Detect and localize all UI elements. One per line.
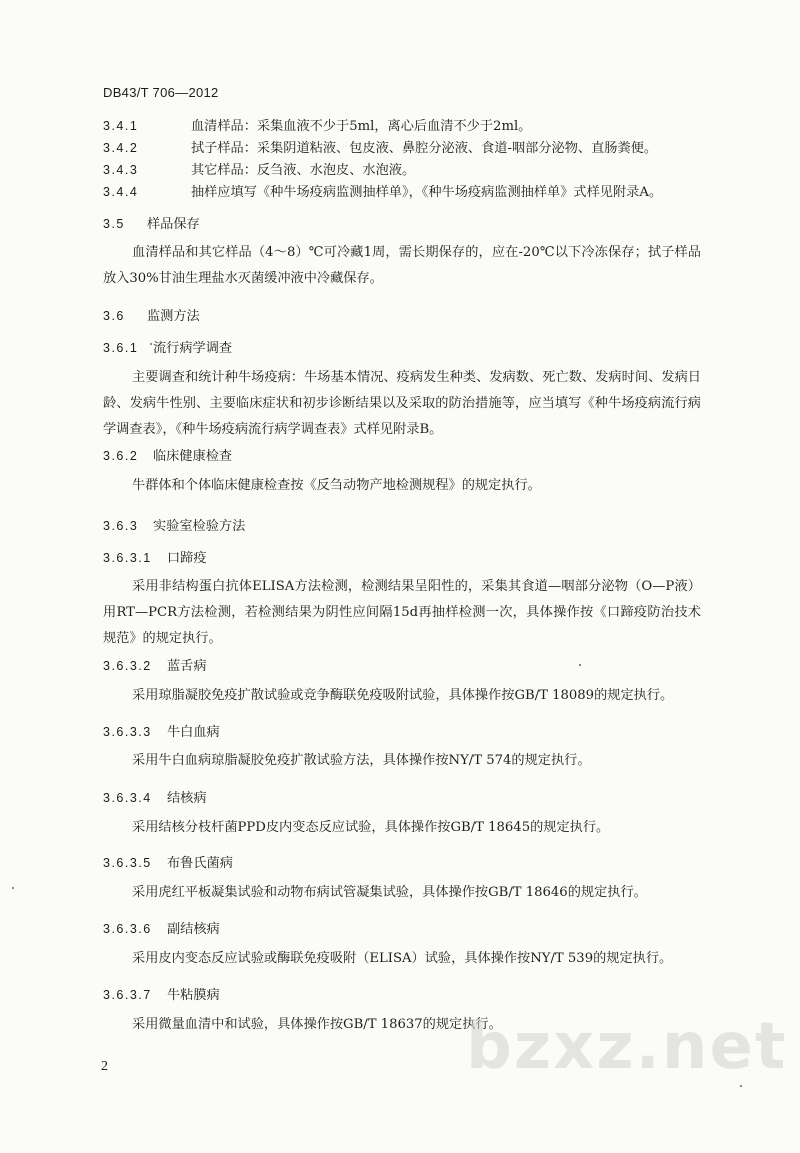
clause-number: 3.6.3.3 bbox=[103, 725, 152, 739]
clause-3-6-3-3-heading bbox=[103, 723, 220, 742]
epidemiology-paragraph: 主要调查和统计种牛场疫病：牛场基本情况、疫病发生种类、发病数、死亡数、发病时间、发病日龄、发病牛性别、主要临床症状和初步诊断结果以及采取的防治措施等，应当填写《种牛场疫病流行病学调查表》，《种牛场疫病流行病学调查表》式样见附录B。 bbox=[103, 370, 701, 437]
section-number: 3.6 bbox=[103, 309, 125, 323]
clause-number: 3.4.3 bbox=[103, 163, 139, 177]
site-watermark: bzxz.net bbox=[466, 1010, 788, 1084]
bovine-leukemia-paragraph: 采用牛白血病琼脂凝胶免疫扩散试验方法，具体操作按NY/T 574的规定执行。 bbox=[132, 753, 591, 768]
clause-number: 3.6.1 bbox=[103, 341, 139, 355]
clause-3-6-3-5-heading bbox=[103, 854, 233, 873]
clause-title: 牛白血病 bbox=[167, 725, 220, 740]
clause-text: 抽样应填写《种牛场疫病监测抽样单》，《种牛场疫病监测抽样单》式样见附录A。 bbox=[191, 185, 663, 200]
fmd-paragraph: 采用非结构蛋白抗体ELISA方法检测，检测结果呈阳性的，采集其食道—咽部分泌物（O—P液）用RT—PCR方法检测，若检测结果为阴性应间隔15d再抽样检测一次，具体操作按《口蹄疫防治技术规范》的规定执行。 bbox=[103, 579, 701, 646]
section-number: 3.5 bbox=[103, 217, 125, 231]
scan-speck bbox=[579, 664, 581, 666]
clause-3-4-1 bbox=[103, 117, 531, 136]
clause-title: 布鲁氏菌病 bbox=[167, 856, 233, 871]
clause-3-6-3-heading bbox=[103, 517, 245, 536]
clause-title: 副结核病 bbox=[167, 922, 220, 937]
clause-title: 口蹄疫 bbox=[167, 551, 207, 566]
clause-number: 3.4.1 bbox=[103, 119, 139, 133]
section-3-5-heading bbox=[103, 215, 200, 234]
storage-paragraph: 血清样品和其它样品（4～8）℃可冷藏1周，需长期保存的，应在-20℃以下冷冻保存；拭子样品放入30%甘油生理盐水灭菌缓冲液中冷藏保存。 bbox=[103, 245, 701, 286]
brucellosis-paragraph: 采用虎红平板凝集试验和动物布病试管凝集试验，具体操作按GB/T 18646的规定执行。 bbox=[132, 885, 647, 900]
clause-3-6-3-2-heading bbox=[103, 657, 207, 676]
clause-title: 结核病 bbox=[167, 791, 207, 806]
clause-3-4-4 bbox=[103, 183, 662, 202]
bluetongue-paragraph: 采用琼脂凝胶免疫扩散试验或竞争酶联免疫吸附试验，具体操作按GB/T 18089的规定执行。 bbox=[132, 688, 674, 703]
section-3-6-heading bbox=[103, 307, 200, 326]
clause-title: 牛粘膜病 bbox=[167, 988, 220, 1003]
clause-title: 流行病学调查 bbox=[153, 341, 233, 356]
clause-text: 拭子样品：采集阴道粘液、包皮液、鼻腔分泌液、食道-咽部分泌物、直肠粪便。 bbox=[191, 141, 658, 156]
clause-3-6-3-1-heading bbox=[103, 549, 207, 568]
clause-3-4-3 bbox=[103, 161, 415, 180]
clause-text: 其它样品：反刍液、水泡皮、水泡液。 bbox=[191, 163, 416, 178]
section-title: 样品保存 bbox=[147, 217, 200, 232]
tuberculosis-paragraph: 采用结核分枝杆菌PPD皮内变态反应试验，具体操作按GB/T 18645的规定执行。 bbox=[132, 820, 610, 835]
clause-3-6-3-6-heading bbox=[103, 920, 220, 939]
clause-title: 临床健康检查 bbox=[153, 449, 233, 464]
clause-title: 蓝舌病 bbox=[167, 659, 207, 674]
clause-3-6-1-heading bbox=[103, 339, 232, 358]
clause-number: 3.6.3.5 bbox=[103, 856, 152, 870]
page-number: 2 bbox=[101, 1059, 108, 1074]
paratuberculosis-paragraph: 采用皮内变态反应试验或酶联免疫吸附（ELISA）试验，具体操作按NY/T 539的规定执行。 bbox=[132, 951, 673, 966]
clause-3-6-3-7-heading bbox=[103, 986, 220, 1005]
clause-number: 3.6.3.7 bbox=[103, 988, 152, 1002]
clause-title: 实验室检验方法 bbox=[153, 519, 246, 534]
clause-3-4-2 bbox=[103, 139, 657, 158]
standard-code-header: DB43/T 706—2012 bbox=[103, 85, 219, 100]
clause-number: 3.6.3.1 bbox=[103, 551, 152, 565]
clause-number: 3.6.3.2 bbox=[103, 659, 152, 673]
clause-text: 血清样品：采集血液不少于5ml，离心后血清不少于2ml。 bbox=[191, 119, 532, 134]
clause-number: 3.6.3 bbox=[103, 519, 139, 533]
scan-speck bbox=[740, 1085, 742, 1087]
clause-number: 3.6.3.4 bbox=[103, 791, 152, 805]
clause-number: 3.6.3.6 bbox=[103, 922, 152, 936]
clause-number: 3.4.2 bbox=[103, 141, 139, 155]
bvd-paragraph: 采用微量血清中和试验，具体操作按GB/T 18637的规定执行。 bbox=[132, 1017, 502, 1032]
clinical-check-paragraph: 牛群体和个体临床健康检查按《反刍动物产地检测规程》的规定执行。 bbox=[132, 478, 541, 493]
clause-3-6-3-4-heading bbox=[103, 789, 207, 808]
section-title: 监测方法 bbox=[147, 309, 200, 324]
clause-number: 3.6.2 bbox=[103, 449, 139, 463]
scan-speck bbox=[12, 887, 14, 889]
clause-number: 3.4.4 bbox=[103, 185, 139, 199]
clause-3-6-2-heading bbox=[103, 447, 232, 466]
scan-speck bbox=[150, 343, 152, 345]
